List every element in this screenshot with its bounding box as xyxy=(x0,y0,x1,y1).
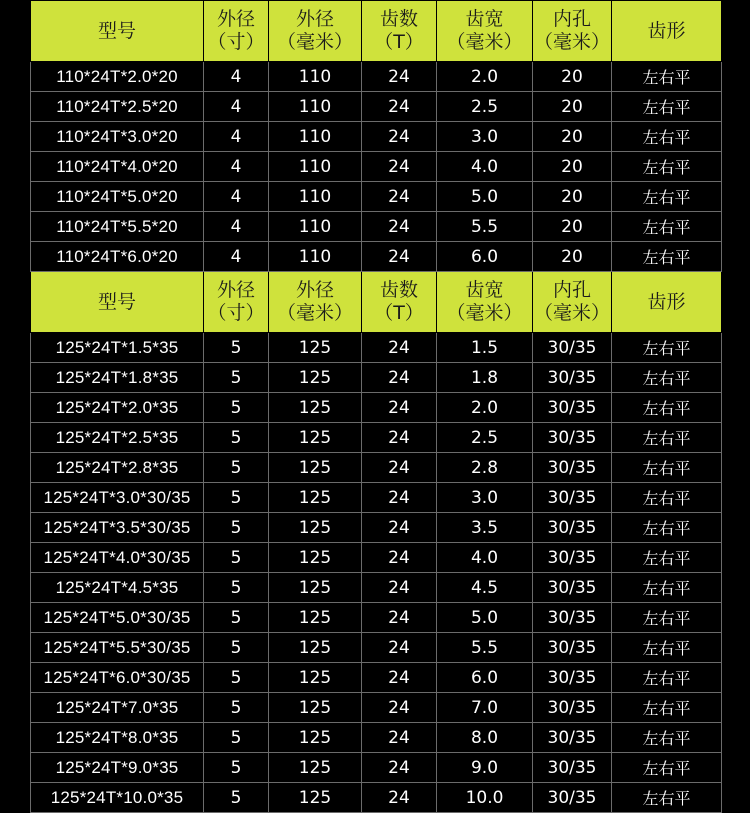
cell-bore: 30/35 xyxy=(533,573,612,603)
spec-table-body xyxy=(31,1,722,813)
cell-teeth-count: 24 xyxy=(362,363,437,393)
cell-outer-diameter-mm: 125 xyxy=(269,543,362,573)
cell-outer-diameter-inch: 5 xyxy=(204,453,269,483)
header-row xyxy=(31,1,722,62)
table-row xyxy=(31,92,722,122)
header-tooth-width xyxy=(437,1,533,62)
cell-tooth-width: 5.5 xyxy=(437,212,533,242)
cell-tooth-width: 6.0 xyxy=(437,242,533,272)
header-unit: （T） xyxy=(374,31,424,53)
cell-outer-diameter-inch: 4 xyxy=(204,62,269,92)
cell-bore: 30/35 xyxy=(533,513,612,543)
cell-model: 125*24T*2.8*35 xyxy=(31,453,204,483)
table-row xyxy=(31,333,722,363)
cell-outer-diameter-mm: 110 xyxy=(269,122,362,152)
cell-tooth-shape: 左右平 xyxy=(612,633,722,663)
cell-tooth-width: 9.0 xyxy=(437,753,533,783)
cell-outer-diameter-inch: 5 xyxy=(204,393,269,423)
table-row xyxy=(31,513,722,543)
header-label: 外径 xyxy=(295,8,334,30)
cell-model: 125*24T*4.0*30/35 xyxy=(31,543,204,573)
cell-tooth-shape: 左右平 xyxy=(612,753,722,783)
cell-tooth-shape: 左右平 xyxy=(612,513,722,543)
cell-tooth-width: 2.5 xyxy=(437,423,533,453)
cell-outer-diameter-inch: 5 xyxy=(204,513,269,543)
cell-tooth-shape: 左右平 xyxy=(612,453,722,483)
header-label: 齿形 xyxy=(647,290,686,313)
cell-bore: 20 xyxy=(533,122,612,152)
cell-tooth-width: 1.8 xyxy=(437,363,533,393)
table-row xyxy=(31,182,722,212)
cell-tooth-width: 6.0 xyxy=(437,663,533,693)
cell-model: 110*24T*6.0*20 xyxy=(31,242,204,272)
cell-tooth-shape: 左右平 xyxy=(612,182,722,212)
header-label: 齿宽 xyxy=(465,279,504,301)
header-unit: （毫米） xyxy=(533,302,610,324)
cell-bore: 30/35 xyxy=(533,363,612,393)
cell-outer-diameter-mm: 125 xyxy=(269,663,362,693)
cell-tooth-width: 3.5 xyxy=(437,513,533,543)
cell-bore: 30/35 xyxy=(533,423,612,453)
cell-outer-diameter-mm: 125 xyxy=(269,483,362,513)
header-unit: （寸） xyxy=(207,31,265,53)
cell-teeth-count: 24 xyxy=(362,122,437,152)
cell-model: 110*24T*2.5*20 xyxy=(31,92,204,122)
cell-tooth-shape: 左右平 xyxy=(612,242,722,272)
cell-model: 125*24T*4.5*35 xyxy=(31,573,204,603)
cell-bore: 30/35 xyxy=(533,633,612,663)
cell-outer-diameter-mm: 125 xyxy=(269,603,362,633)
cell-bore: 20 xyxy=(533,182,612,212)
cell-outer-diameter-mm: 110 xyxy=(269,212,362,242)
header-label: 内孔 xyxy=(552,8,591,30)
cell-outer-diameter-inch: 4 xyxy=(204,212,269,242)
cell-teeth-count: 24 xyxy=(362,663,437,693)
cell-tooth-width: 3.0 xyxy=(437,483,533,513)
cell-model: 110*24T*3.0*20 xyxy=(31,122,204,152)
cell-tooth-shape: 左右平 xyxy=(612,483,722,513)
cell-tooth-shape: 左右平 xyxy=(612,783,722,813)
cell-outer-diameter-mm: 125 xyxy=(269,363,362,393)
header-row xyxy=(31,272,722,333)
cell-tooth-shape: 左右平 xyxy=(612,92,722,122)
cell-model: 110*24T*4.0*20 xyxy=(31,152,204,182)
cell-tooth-width: 1.5 xyxy=(437,333,533,363)
cell-bore: 30/35 xyxy=(533,483,612,513)
cell-tooth-width: 2.0 xyxy=(437,393,533,423)
table-row xyxy=(31,783,722,813)
cell-tooth-width: 5.5 xyxy=(437,633,533,663)
header-unit: （毫米） xyxy=(533,31,610,53)
header-outer-diameter-mm xyxy=(269,1,362,62)
cell-outer-diameter-inch: 5 xyxy=(204,483,269,513)
table-row xyxy=(31,753,722,783)
cell-outer-diameter-mm: 125 xyxy=(269,723,362,753)
cell-bore: 30/35 xyxy=(533,693,612,723)
cell-tooth-width: 10.0 xyxy=(437,783,533,813)
header-label: 外径 xyxy=(295,279,334,301)
cell-outer-diameter-inch: 5 xyxy=(204,363,269,393)
header-unit: （毫米） xyxy=(276,31,353,53)
cell-bore: 20 xyxy=(533,92,612,122)
table-row xyxy=(31,543,722,573)
header-label: 型号 xyxy=(97,290,136,313)
header-teeth-count xyxy=(362,272,437,333)
cell-model: 125*24T*3.5*30/35 xyxy=(31,513,204,543)
cell-tooth-shape: 左右平 xyxy=(612,543,722,573)
cell-tooth-shape: 左右平 xyxy=(612,333,722,363)
cell-outer-diameter-mm: 110 xyxy=(269,62,362,92)
cell-tooth-shape: 左右平 xyxy=(612,212,722,242)
cell-outer-diameter-inch: 5 xyxy=(204,753,269,783)
cell-model: 110*24T*5.0*20 xyxy=(31,182,204,212)
cell-bore: 30/35 xyxy=(533,753,612,783)
cell-outer-diameter-mm: 125 xyxy=(269,453,362,483)
cell-tooth-width: 7.0 xyxy=(437,693,533,723)
header-label: 齿数 xyxy=(379,279,418,301)
cell-teeth-count: 24 xyxy=(362,603,437,633)
cell-outer-diameter-inch: 5 xyxy=(204,603,269,633)
header-unit: （毫米） xyxy=(446,302,523,324)
table-row xyxy=(31,212,722,242)
header-outer-diameter-inch xyxy=(204,1,269,62)
table-row xyxy=(31,693,722,723)
cell-outer-diameter-mm: 125 xyxy=(269,633,362,663)
cell-tooth-shape: 左右平 xyxy=(612,152,722,182)
cell-tooth-width: 5.0 xyxy=(437,182,533,212)
header-unit: （毫米） xyxy=(446,31,523,53)
cell-bore: 20 xyxy=(533,212,612,242)
header-tooth-width xyxy=(437,272,533,333)
cell-model: 125*24T*3.0*30/35 xyxy=(31,483,204,513)
header-unit: （T） xyxy=(374,302,424,324)
cell-teeth-count: 24 xyxy=(362,783,437,813)
header-model xyxy=(31,1,204,62)
cell-tooth-shape: 左右平 xyxy=(612,723,722,753)
cell-teeth-count: 24 xyxy=(362,333,437,363)
cell-outer-diameter-mm: 110 xyxy=(269,242,362,272)
cell-model: 125*24T*8.0*35 xyxy=(31,723,204,753)
cell-teeth-count: 24 xyxy=(362,483,437,513)
cell-teeth-count: 24 xyxy=(362,152,437,182)
cell-tooth-width: 2.8 xyxy=(437,453,533,483)
cell-bore: 30/35 xyxy=(533,543,612,573)
cell-tooth-width: 4.0 xyxy=(437,152,533,182)
table-row xyxy=(31,423,722,453)
cell-tooth-shape: 左右平 xyxy=(612,573,722,603)
cell-model: 125*24T*5.0*30/35 xyxy=(31,603,204,633)
table-row xyxy=(31,393,722,423)
header-label: 齿宽 xyxy=(465,8,504,30)
cell-teeth-count: 24 xyxy=(362,723,437,753)
table-row xyxy=(31,453,722,483)
cell-bore: 30/35 xyxy=(533,333,612,363)
cell-outer-diameter-inch: 5 xyxy=(204,573,269,603)
cell-outer-diameter-inch: 5 xyxy=(204,783,269,813)
table-row xyxy=(31,663,722,693)
table-row xyxy=(31,152,722,182)
cell-tooth-shape: 左右平 xyxy=(612,122,722,152)
cell-bore: 30/35 xyxy=(533,723,612,753)
header-teeth-count xyxy=(362,1,437,62)
cell-teeth-count: 24 xyxy=(362,92,437,122)
header-unit: （毫米） xyxy=(276,302,353,324)
cell-bore: 30/35 xyxy=(533,453,612,483)
cell-outer-diameter-inch: 5 xyxy=(204,333,269,363)
cell-tooth-width: 8.0 xyxy=(437,723,533,753)
header-unit: （寸） xyxy=(207,302,265,324)
header-bore xyxy=(533,272,612,333)
cell-outer-diameter-mm: 110 xyxy=(269,182,362,212)
cell-bore: 20 xyxy=(533,152,612,182)
cell-tooth-shape: 左右平 xyxy=(612,393,722,423)
cell-bore: 30/35 xyxy=(533,783,612,813)
cell-tooth-shape: 左右平 xyxy=(612,62,722,92)
table-row xyxy=(31,62,722,92)
cell-outer-diameter-mm: 125 xyxy=(269,423,362,453)
header-label: 齿形 xyxy=(647,19,686,42)
cell-teeth-count: 24 xyxy=(362,393,437,423)
cell-model: 125*24T*7.0*35 xyxy=(31,693,204,723)
cell-teeth-count: 24 xyxy=(362,182,437,212)
cell-teeth-count: 24 xyxy=(362,573,437,603)
cell-teeth-count: 24 xyxy=(362,453,437,483)
cell-teeth-count: 24 xyxy=(362,633,437,663)
cell-outer-diameter-mm: 125 xyxy=(269,393,362,423)
cell-outer-diameter-mm: 125 xyxy=(269,333,362,363)
cell-outer-diameter-inch: 4 xyxy=(204,152,269,182)
cell-bore: 20 xyxy=(533,62,612,92)
cell-teeth-count: 24 xyxy=(362,513,437,543)
cell-outer-diameter-mm: 110 xyxy=(269,92,362,122)
cell-model: 125*24T*9.0*35 xyxy=(31,753,204,783)
cell-tooth-shape: 左右平 xyxy=(612,363,722,393)
cell-outer-diameter-mm: 125 xyxy=(269,693,362,723)
table-row xyxy=(31,363,722,393)
cell-bore: 30/35 xyxy=(533,393,612,423)
cell-model: 125*24T*1.5*35 xyxy=(31,333,204,363)
cell-tooth-width: 5.0 xyxy=(437,603,533,633)
cell-bore: 30/35 xyxy=(533,663,612,693)
saw-blade-spec-table xyxy=(30,0,722,813)
table-row xyxy=(31,573,722,603)
header-outer-diameter-inch xyxy=(204,272,269,333)
cell-tooth-shape: 左右平 xyxy=(612,693,722,723)
cell-outer-diameter-inch: 4 xyxy=(204,92,269,122)
cell-outer-diameter-inch: 4 xyxy=(204,182,269,212)
header-outer-diameter-mm xyxy=(269,272,362,333)
cell-tooth-width: 2.0 xyxy=(437,62,533,92)
table-row xyxy=(31,633,722,663)
cell-teeth-count: 24 xyxy=(362,62,437,92)
cell-outer-diameter-mm: 110 xyxy=(269,152,362,182)
cell-outer-diameter-mm: 125 xyxy=(269,573,362,603)
header-label: 外径 xyxy=(216,8,255,30)
cell-outer-diameter-inch: 5 xyxy=(204,693,269,723)
cell-tooth-width: 4.0 xyxy=(437,543,533,573)
cell-model: 125*24T*1.8*35 xyxy=(31,363,204,393)
header-label: 齿数 xyxy=(379,8,418,30)
cell-outer-diameter-inch: 4 xyxy=(204,122,269,152)
cell-model: 125*24T*2.0*35 xyxy=(31,393,204,423)
table-row xyxy=(31,242,722,272)
cell-tooth-width: 4.5 xyxy=(437,573,533,603)
cell-outer-diameter-inch: 5 xyxy=(204,633,269,663)
cell-teeth-count: 24 xyxy=(362,753,437,783)
cell-teeth-count: 24 xyxy=(362,543,437,573)
header-tooth-shape xyxy=(612,272,722,333)
cell-model: 125*24T*10.0*35 xyxy=(31,783,204,813)
cell-outer-diameter-mm: 125 xyxy=(269,783,362,813)
cell-outer-diameter-inch: 5 xyxy=(204,543,269,573)
cell-model: 125*24T*6.0*30/35 xyxy=(31,663,204,693)
cell-model: 125*24T*5.5*30/35 xyxy=(31,633,204,663)
cell-outer-diameter-inch: 5 xyxy=(204,723,269,753)
cell-teeth-count: 24 xyxy=(362,423,437,453)
cell-outer-diameter-inch: 5 xyxy=(204,423,269,453)
table-row xyxy=(31,483,722,513)
cell-outer-diameter-inch: 4 xyxy=(204,242,269,272)
cell-bore: 20 xyxy=(533,242,612,272)
header-label: 型号 xyxy=(97,19,136,42)
cell-teeth-count: 24 xyxy=(362,212,437,242)
header-label: 内孔 xyxy=(552,279,591,301)
table-row xyxy=(31,122,722,152)
cell-outer-diameter-mm: 125 xyxy=(269,513,362,543)
cell-outer-diameter-mm: 125 xyxy=(269,753,362,783)
cell-tooth-width: 2.5 xyxy=(437,92,533,122)
cell-tooth-shape: 左右平 xyxy=(612,603,722,633)
table-row xyxy=(31,723,722,753)
table-row xyxy=(31,603,722,633)
cell-tooth-width: 3.0 xyxy=(437,122,533,152)
cell-tooth-shape: 左右平 xyxy=(612,423,722,453)
header-bore xyxy=(533,1,612,62)
cell-teeth-count: 24 xyxy=(362,693,437,723)
cell-tooth-shape: 左右平 xyxy=(612,663,722,693)
cell-model: 125*24T*2.5*35 xyxy=(31,423,204,453)
cell-bore: 30/35 xyxy=(533,603,612,633)
cell-teeth-count: 24 xyxy=(362,242,437,272)
cell-model: 110*24T*2.0*20 xyxy=(31,62,204,92)
header-model xyxy=(31,272,204,333)
header-label: 外径 xyxy=(216,279,255,301)
header-tooth-shape xyxy=(612,1,722,62)
cell-outer-diameter-inch: 5 xyxy=(204,663,269,693)
cell-model: 110*24T*5.5*20 xyxy=(31,212,204,242)
